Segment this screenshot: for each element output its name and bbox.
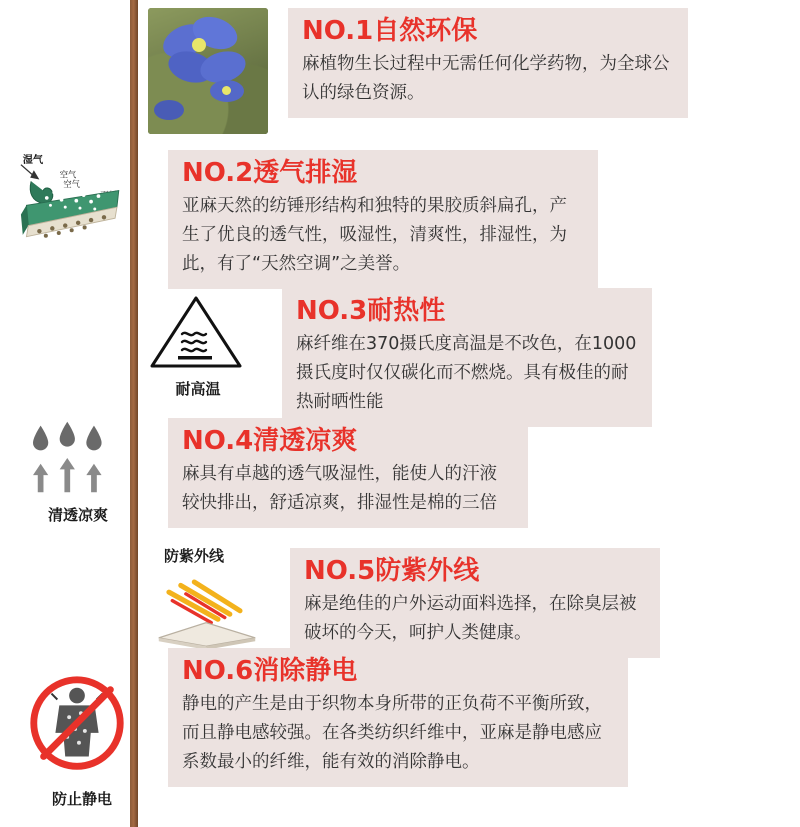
feature-body-4: 麻具有卓越的透气吸湿性，能使人的汗液较快排出，舒适凉爽，排湿性是棉的三倍 — [182, 464, 497, 513]
feature-item-2 — [168, 150, 598, 289]
feature-panel-1 — [288, 8, 688, 118]
feature-title-3: NO.3耐热性 — [296, 296, 446, 326]
svg-text:空气: 空气 — [63, 178, 80, 189]
feature-panel-4 — [168, 418, 528, 528]
feature-title-5: NO.5防紫外线 — [304, 556, 480, 586]
feature-item-6 — [168, 648, 628, 787]
feature-item-3 — [282, 288, 652, 427]
feature-title-1: NO.1自然环保 — [302, 16, 478, 46]
feature-panel-5 — [290, 548, 660, 658]
feature-item-5 — [290, 548, 660, 658]
feature-body-1: 麻植物生长过程中无需任何化学药物，为全球公认的绿色资源。 — [302, 54, 670, 103]
feature-item-4 — [168, 418, 528, 528]
feature-title-6: NO.6消除静电 — [182, 656, 358, 686]
fabric-breathability-diagram — [8, 148, 128, 262]
feature-panel-3 — [282, 288, 652, 427]
feature-caption-5: 防紫外线 — [164, 547, 225, 565]
svg-text:空气: 空气 — [59, 169, 77, 180]
feature-item-1 — [148, 8, 688, 134]
feature-caption-3: 耐高温 — [175, 380, 221, 398]
feature-title-2: NO.2透气排湿 — [182, 158, 358, 188]
uv-protection-icon — [152, 545, 292, 664]
flax-flower-photo — [148, 8, 268, 134]
feature-body-5: 麻是绝佳的户外运动面料选择，在除臭层被破坏的今天，呵护人类健康。 — [304, 594, 637, 643]
feature-body-2: 亚麻天然的纺锤形结构和独特的果胶质斜扁孔，产生了优良的透气性，吸湿性，清爽性，排湿性，为此，有了“天然空调”之美誉。 — [182, 196, 567, 274]
feature-title-4: NO.4清透凉爽 — [182, 426, 358, 456]
no-static-electricity-icon — [22, 672, 142, 809]
feature-caption-4: 清透凉爽 — [47, 506, 108, 524]
svg-text:湿气: 湿气 — [22, 154, 44, 166]
feature-panel-2 — [168, 150, 598, 289]
heat-warning-triangle-icon — [148, 292, 248, 399]
feature-panel-6 — [168, 648, 628, 787]
feature-body-6: 静电的产生是由于织物本身所带的正负荷不平衡所致，而且静电感较强。在各类纺织纤维中，亚麻是静电感应系数最小的纤维，能有效的消除静电。 — [182, 694, 602, 772]
feature-body-3: 麻纤维在370摄氏度高温是不改色，在1000摄氏度时仅仅碳化而不燃烧。具有极佳的耐热耐晒性能 — [296, 334, 637, 412]
feature-caption-6: 防止静电 — [51, 790, 112, 808]
moisture-wicking-icon — [18, 418, 138, 525]
